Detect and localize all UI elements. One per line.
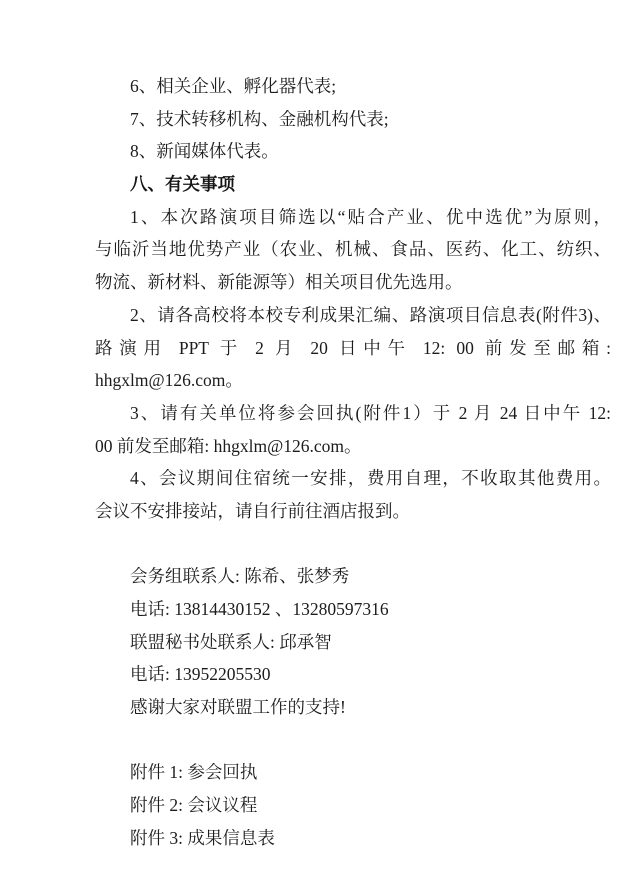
blank-line xyxy=(95,724,611,757)
contact-organizer-phone: 电话: 13814430152 、13280597316 xyxy=(130,599,389,619)
item1-line-3: 物流、新材料、新能源等）相关项目优先选用。 xyxy=(95,272,463,293)
item4-line-2: 会议不安排接站，请自行前往酒店报到。 xyxy=(95,500,410,521)
document-body xyxy=(95,70,611,855)
item4-line-1: 4、会议期间住宿统一安排，费用自理，不收取其他费用。 xyxy=(130,468,611,489)
contact-organizer: 会务组联系人: 陈希、张梦秀 xyxy=(130,566,350,587)
item1-line-2: 与临沂当地优势产业（农业、机械、食品、医药、化工、纺织、 xyxy=(95,239,611,260)
item3-line-1: 3、请有关单位将参会回执(附件1）于 2 月 24 日中午 12: xyxy=(130,402,611,423)
item3-line-2-email: 00 前发至邮箱: hhgxlm@126.com。 xyxy=(95,435,362,456)
thanks-line: 感谢大家对联盟工作的支持! xyxy=(130,697,346,718)
delegate-item-8: 8、新闻媒体代表。 xyxy=(130,141,279,162)
attachment-2: 附件 2: 会议议程 xyxy=(130,795,258,816)
contact-secretariat: 联盟秘书处联系人: 邱承智 xyxy=(130,631,332,652)
delegate-item-6: 6、相关企业、孵化器代表; xyxy=(130,76,337,96)
item2-line-3-email: hhgxlm@126.com。 xyxy=(95,370,243,391)
attachment-3: 附件 3: 成果信息表 xyxy=(130,827,275,848)
item1-line-1: 1、本次路演项目筛选以“贴合产业、优中选优”为原则， xyxy=(130,206,611,227)
item2-line-2: 路演用 PPT 于 2 月 20 日中午 12: 00 前发至邮箱: xyxy=(95,337,611,358)
delegate-item-7: 7、技术转移机构、金融机构代表; xyxy=(130,108,389,129)
blank-line xyxy=(95,528,611,561)
item2-line-1: 2、请各高校将本校专利成果汇编、路演项目信息表(附件3)、 xyxy=(130,304,611,325)
contact-secretariat-phone: 电话: 13952205530 xyxy=(130,664,271,685)
section-heading: 八、有关事项 xyxy=(130,174,235,195)
attachment-1: 附件 1: 参会回执 xyxy=(130,762,258,783)
